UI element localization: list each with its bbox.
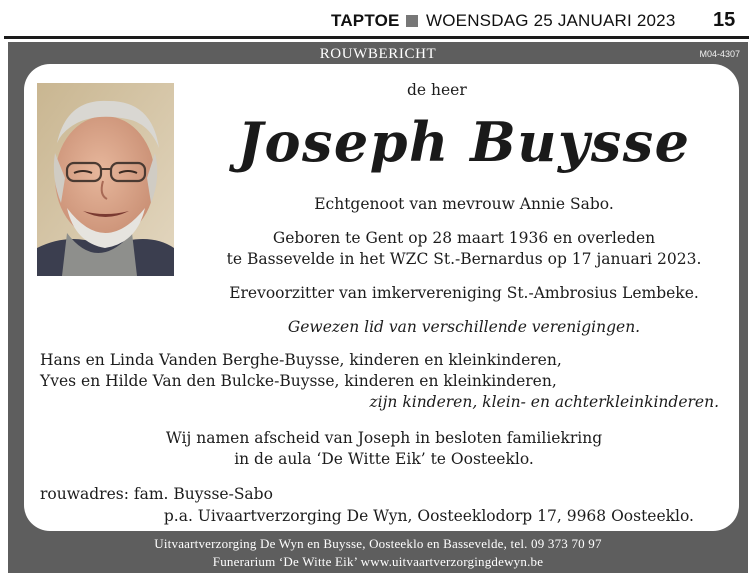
- birth-death-line-2: te Bassevelde in het WZC St.-Bernardus op 17 januari 2023.: [226, 250, 702, 268]
- page-number: 15: [713, 9, 736, 31]
- family-line-1: Hans en Linda Vanden Berghe-Buysse, kinderen en kleinkinderen,: [40, 351, 562, 369]
- obituary-title: ROUWBERICHT: [319, 46, 437, 62]
- deceased-name: Joseph Buysse: [237, 110, 691, 174]
- header-divider: [4, 36, 749, 39]
- portrait-illustration: [37, 83, 174, 276]
- membership-line: Gewezen lid van verschillende verenigingen.: [287, 318, 641, 336]
- ad-code: M04-4307: [699, 49, 740, 59]
- newspaper-header: [0, 0, 753, 38]
- portrait-photo: [37, 83, 174, 276]
- publication-date: WOENSDAG 25 JANUARI 2023: [426, 11, 676, 30]
- funerarium-line: Funerarium ‘De Witte Eik’ www.uitvaartverzorgingdewyn.be: [212, 554, 544, 569]
- mourning-address-line-2: p.a. Uivaartverzorging De Wyn, Oosteeklodorp 17, 9968 Oosteeklo.: [163, 507, 694, 525]
- mourning-address-line-1: rouwadres: fam. Buysse-Sabo: [40, 485, 273, 503]
- obituary-frame: [8, 42, 748, 573]
- family-line-3: zijn kinderen, klein- en achterkleinkinderen.: [369, 393, 719, 411]
- header-square-icon: [406, 15, 418, 27]
- obituary-panel: [24, 64, 739, 531]
- honorary-line: Erevoorzitter van imkervereniging St.-Ambrosius Lembeke.: [229, 284, 699, 302]
- publication-name: TAPTOE: [331, 11, 400, 30]
- farewell-line-1: Wij namen afscheid van Joseph in besloten familiekring: [165, 429, 603, 447]
- spouse-line: Echtgenoot van mevrouw Annie Sabo.: [314, 195, 614, 213]
- birth-death-line-1: Geboren te Gent op 28 maart 1936 en overleden: [272, 229, 656, 247]
- funeral-home-line: Uitvaartverzorging De Wyn en Buysse, Oosteeklo en Bassevelde, tel. 09 373 70 97: [154, 536, 602, 551]
- salutation: de heer: [407, 81, 467, 99]
- farewell-line-2: in de aula ‘De Witte Eik’ te Oosteeklo.: [234, 450, 534, 468]
- family-line-2: Yves en Hilde Van den Bulcke-Buysse, kinderen en kleinkinderen,: [40, 372, 557, 390]
